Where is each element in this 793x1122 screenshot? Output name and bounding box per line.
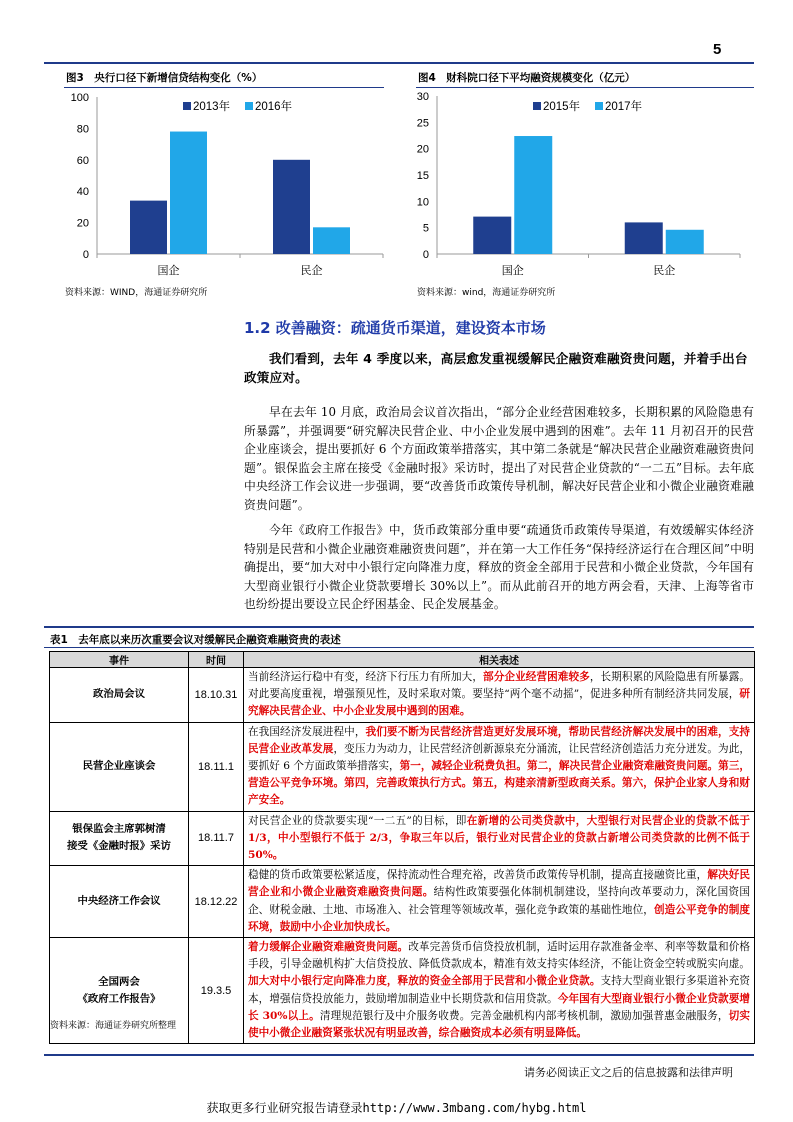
table1-source: 资料来源：海通证券研究所整理 xyxy=(50,1021,177,1031)
emphasis-text: 今年国有大型商业银行小微企业贷款要增长 30%以上。 xyxy=(248,992,750,1022)
fig4-bar-2017年-民企 xyxy=(666,230,704,254)
table-cell-description xyxy=(244,938,755,1044)
footer-disclaimer: 请务必阅读正文之后的信息披露和法律声明 xyxy=(524,1066,733,1079)
fig3-ytick-label: 80 xyxy=(76,123,89,136)
emphasis-text: 解决好民营企业和小微企业融资难融资贵问题。 xyxy=(248,869,751,899)
fig4-legend-swatch xyxy=(533,102,541,110)
fig4-ytick-label: 20 xyxy=(416,143,429,156)
lead-paragraph: 我们看到，去年 4 季度以来，高层愈发重视缓解民企融资难融资贵问题，并着手出台政策应对。 xyxy=(244,351,748,385)
event-line: 全国两会 xyxy=(98,975,140,988)
fig3-category-label: 民企 xyxy=(300,265,323,277)
body-text: 在我国经济发展进程中， xyxy=(248,725,366,738)
fig4-bar-2015年-国企 xyxy=(473,217,511,254)
fig3-legend-swatch xyxy=(183,102,191,110)
table-row xyxy=(50,722,755,811)
fig3-bar-2013年-民企 xyxy=(273,160,310,254)
fig3-category-label: 国企 xyxy=(157,265,180,277)
fig4-ytick-label: 15 xyxy=(416,170,429,182)
fig3-chart xyxy=(50,88,390,284)
fig4-bar-2017年-国企 xyxy=(514,136,552,254)
body-text: 当前经济运行稳中有变，经济下行压力有所加大， xyxy=(248,671,484,683)
fig4-chart xyxy=(400,88,755,284)
fig4-ytick-label: 5 xyxy=(422,222,429,235)
table-header-row xyxy=(50,652,755,668)
table-row xyxy=(50,668,755,723)
fig3-bar-2013年-国企 xyxy=(130,201,167,254)
fig4-ytick-label: 10 xyxy=(416,196,429,209)
emphasis-text: 创造公平竞争的制度环境，鼓励中小企业加快成长。 xyxy=(248,903,751,933)
body-text: 结构性政策要强化体制机制建设，坚持向改革要动力，深化国资国企、财税金融、土地、市场准入、社会管理等领域改革，强化竞争政策的基础性地位， xyxy=(248,886,751,916)
emphasis-text: 切实使中小微企业融资紧张状况有明显改善，综合融资成本必须有明显降低。 xyxy=(248,1009,751,1040)
emphasis-text: 研究解决民营企业、中小企业发展中遇到的困难。 xyxy=(248,688,750,718)
table-title-rule xyxy=(44,647,754,648)
section-title: 1.2 改善融资：疏通货币渠道，建设资本市场 xyxy=(244,319,546,337)
emphasis-text: 第一，减轻企业税费负担。第二，解决民营企业融资难融资贵问题。第三，营造公平竞争环境。第四，完善政策执行方式。第五，构建亲清新型政商关系。第六，保护企业家人身和财产安全。 xyxy=(248,760,750,807)
table-cell-date: 19.3.5 xyxy=(189,938,244,1044)
fig3-ytick-label: 60 xyxy=(76,154,89,167)
event-line: 银保监会主席郭树清 xyxy=(72,823,166,836)
fig4-ytick-label: 30 xyxy=(416,91,429,103)
table-cell-event: 民营企业座谈会 xyxy=(50,722,189,811)
body-text: 稳健的货币政策要松紧适度，保持流动性合理充裕，改善货币政策传导机制，提高直接融资比重， xyxy=(248,869,708,882)
fig4-source: 资料来源：wind，海通证券研究所 xyxy=(417,288,556,298)
event-line: 《政府工作报告》 xyxy=(77,992,161,1005)
body-text: 改革完善货币信贷投放机制，适时运用存款准备金率、利率等数量和价格手段，引导金融机构扩大信贷投放、降低贷款成本，精准有效支持实体经济，不能让资金空转或脱实向虚。 xyxy=(248,941,751,971)
body-text: ，长期积累的风险隐患有所暴露。对此要高度重视，增强预见性，及时采取对策。要坚持“两个毫不动摇”，促进多种所有制经济共同发展， xyxy=(248,671,751,701)
fig3-ytick-label: 100 xyxy=(70,92,89,104)
fig3-legend-label: 2016年 xyxy=(255,101,293,113)
fig4-category-label: 国企 xyxy=(501,265,524,277)
table-cell-date: 18.11.7 xyxy=(189,811,244,866)
table-cell-date: 18.10.31 xyxy=(189,668,244,723)
fig3-title: 图3 央行口径下新增信贷结构变化（%） xyxy=(66,72,263,84)
fig3-source: 资料来源：WIND，海通证券研究所 xyxy=(65,288,208,298)
table-header-event: 事件 xyxy=(50,652,189,668)
fig3-bar-2016年-民企 xyxy=(313,227,350,254)
fig4-title: 图4 财科院口径下平均融资规模变化（亿元） xyxy=(418,72,636,84)
body-text: ，变压力为动力，让民营经济创新源泉充分涌流，让民营经济创造活力充分迸发。为此，要抓好 6 个方面政策举措落实， xyxy=(248,742,751,773)
table1 xyxy=(49,651,755,1044)
fig4-legend-swatch xyxy=(595,102,603,110)
emphasis-text: 我们要不断为民营经济营造更好发展环境，帮助民营经济解决发展中的困难，支持民营企业改革发展 xyxy=(248,725,751,755)
page-number: 5 xyxy=(713,41,722,58)
body-paragraph-1: 早在去年 10 月底，政治局会议首次指出，“部分企业经营困难较多，长期积累的风险隐患有所暴露”，并强调要“研究解决民营企业、中小企业发展中遇到的困难”。去年 11 月初召开的民营企业座谈会，提出要抓好 6 个方面政策举措落实，其中第二条就是“解决民营企业融资难融资贵问题”。银保监会主席在接受《金融时报》采访时，提出了对民营企业贷款的“一二五”目标。去年底中央经济工作会议进一步强调，要“改善货币政策传导机制，解决好民营企业和小微企业融资难融资贵问题”。 xyxy=(244,405,754,512)
table-cell-description xyxy=(244,722,755,811)
fig4-bar-2015年-民企 xyxy=(625,222,663,254)
table-header-description: 相关表述 xyxy=(244,652,755,668)
body-paragraph-2: 今年《政府工作报告》中，货币政策部分重申要“疏通货币政策传导渠道，有效缓解实体经济特别是民营和小微企业融资难融资贵问题”，并在第一大工作任务“保持经济运行在合理区间”中明确提出，要“加大对中小银行定向降准力度，释放的资金全部用于民营和小微企业贷款，今年国有大型商业银行小微企业贷款要增长 30%以上”。而从此前召开的地方两会看，天津、上海等省市也纷纷提出要设立民企纾困基金、民企发展基金。 xyxy=(244,523,754,612)
table-cell-description xyxy=(244,866,755,938)
fig3-ytick-label: 20 xyxy=(76,217,89,230)
emphasis-text: 着力缓解企业融资难融资贵问题。 xyxy=(248,941,409,954)
table1-title: 表1 去年底以来历次重要会议对缓解民企融资难融资贵的表述 xyxy=(50,634,341,646)
table-row xyxy=(50,866,755,938)
fig4-legend-label: 2015年 xyxy=(543,101,581,113)
table-cell-date: 18.12.22 xyxy=(189,866,244,938)
emphasis-text: 在新增的公司类贷款中，大型银行对民营企业的贷款不低于 1/3，中小型银行不低于 2/3，争取三年以后，银行业对民营企业的贷款占新增公司类贷款的比例不低于 50%。 xyxy=(248,814,750,862)
body-text: 清理规范银行及中介服务收费。完善金融机构内部考核机制，激励加强普惠金融服务， xyxy=(319,1009,729,1022)
fig4-legend-label: 2017年 xyxy=(605,101,643,113)
table-cell-event xyxy=(50,811,189,866)
fig4-category-label: 民企 xyxy=(653,265,676,277)
bottom-link-text[interactable]: 获取更多行业研究报告请登录http://www.3mbang.com/hybg.html xyxy=(206,1101,587,1115)
fig3-ytick-label: 0 xyxy=(82,249,89,261)
fig4-ytick-label: 0 xyxy=(422,249,429,261)
fig4-ytick-label: 25 xyxy=(416,117,429,130)
table-cell-description xyxy=(244,668,755,723)
fig3-legend-swatch xyxy=(245,102,253,110)
fig3-bar-2016年-国企 xyxy=(170,132,207,254)
table-top-rule xyxy=(44,626,754,628)
footer-rule xyxy=(44,1054,754,1056)
emphasis-text: 部分企业经营困难较多 xyxy=(483,671,590,683)
table-cell-description xyxy=(244,811,755,866)
table-cell-event: 政治局会议 xyxy=(50,668,189,723)
table-cell-date: 18.11.1 xyxy=(189,722,244,811)
header-rule xyxy=(44,62,754,64)
body-text: 对民营企业的贷款要实现“一二五”的目标，即 xyxy=(248,814,467,827)
fig3-legend-label: 2013年 xyxy=(193,101,231,113)
table-row xyxy=(50,811,755,866)
fig3-ytick-label: 40 xyxy=(76,186,89,199)
body-text: 支持大型商业银行多渠道补充资本，增强信贷投放能力，鼓励增加制造业中长期贷款和信用贷款。 xyxy=(248,975,750,1005)
emphasis-text: 加大对中小银行定向降准力度，释放的资金全部用于民营和小微企业贷款。 xyxy=(248,975,601,988)
table-header-date: 时间 xyxy=(189,652,244,668)
table-cell-event: 中央经济工作会议 xyxy=(50,866,189,938)
event-line: 接受《金融时报》采访 xyxy=(67,840,171,853)
